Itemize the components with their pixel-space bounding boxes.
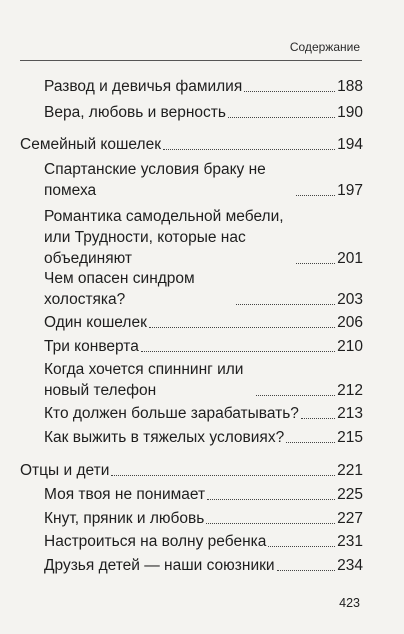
toc-entry: [44, 336, 363, 357]
toc-entry-page: 203: [337, 291, 363, 308]
toc-entry-page: 225: [337, 486, 363, 503]
dot-leader: [163, 148, 335, 150]
toc-entry-title: Чем опасен синдром холостяка?: [44, 270, 195, 308]
toc-entry-page: 227: [337, 510, 363, 527]
dot-leader: [256, 394, 335, 396]
page-number: 423: [339, 596, 360, 610]
toc-entry-page: 215: [337, 429, 363, 446]
toc-entry: [44, 76, 363, 97]
dot-leader: [206, 522, 335, 524]
toc-entry-title: Друзья детей — наши союзники: [44, 557, 275, 574]
toc-entry-title: Романтика самодельной мебели, или Трудности, которые нас объединяют: [44, 208, 284, 267]
toc-entry: [44, 484, 363, 505]
toc-entry-page: 210: [337, 338, 363, 355]
running-header: Содержание: [289, 40, 360, 54]
toc-entry: [44, 555, 363, 576]
dot-leader: [149, 326, 335, 328]
toc-entry: [44, 508, 363, 529]
toc-chapter: [20, 460, 363, 481]
toc-entry-page: 194: [337, 136, 363, 153]
toc-entry-page: 201: [337, 250, 363, 267]
dot-leader: [296, 262, 335, 264]
toc-entry-title: Семейный кошелек: [20, 136, 161, 153]
toc-entry-page: 188: [337, 78, 363, 95]
dot-leader: [207, 498, 335, 500]
toc-entry-title: Один кошелек: [44, 314, 147, 331]
toc-entry-title: Кто должен больше зарабатывать?: [44, 405, 299, 422]
toc-entry-title: Вера, любовь и верность: [44, 104, 226, 121]
toc-entry-title: Развод и девичья фамилия: [44, 78, 243, 95]
dot-leader: [286, 441, 335, 443]
toc-entry: [44, 102, 363, 123]
toc-entry-title: Три конверта: [44, 338, 139, 355]
toc-entry-title: Отцы и дети: [20, 462, 110, 479]
dot-leader: [236, 303, 335, 305]
toc-entry-page: 206: [337, 314, 363, 331]
toc-entry-title: Как выжить в тяжелых условиях?: [44, 429, 285, 446]
toc-entry-page: 231: [337, 533, 363, 550]
dot-leader: [244, 90, 335, 92]
toc-entry: [44, 159, 363, 201]
dot-leader: [268, 545, 335, 547]
toc-entry-page: 213: [337, 405, 363, 422]
toc-entry-title: Когда хочется спиннинг или новый телефон: [44, 361, 244, 399]
dot-leader: [277, 569, 336, 571]
dot-leader: [296, 194, 335, 196]
toc-entry-page: 212: [337, 382, 363, 399]
toc-entry: [44, 268, 363, 310]
dot-leader: [141, 350, 335, 352]
toc-entry: [44, 206, 363, 269]
toc-entry-title: Кнут, пряник и любовь: [44, 510, 205, 527]
toc-entry-title: Моя твоя не понимает: [44, 486, 206, 503]
toc-entry: [44, 359, 363, 401]
toc-entry-page: 197: [337, 182, 363, 199]
toc-entry-page: 190: [337, 104, 363, 121]
dot-leader: [228, 116, 335, 118]
toc-entry: [44, 312, 363, 333]
toc-entry-title: Спартанские условия браку не помеха: [44, 161, 266, 199]
dot-leader: [301, 417, 335, 419]
toc-entry-page: 234: [337, 557, 363, 574]
toc-chapter: [20, 134, 363, 155]
toc-entry: [44, 403, 363, 424]
toc-entry: [44, 427, 363, 448]
toc-entry: [44, 531, 363, 552]
dot-leader: [111, 474, 335, 476]
header-rule: [20, 60, 362, 61]
toc-entry-page: 221: [337, 462, 363, 479]
toc-entry-title: Настроиться на волну ребенка: [44, 533, 267, 550]
